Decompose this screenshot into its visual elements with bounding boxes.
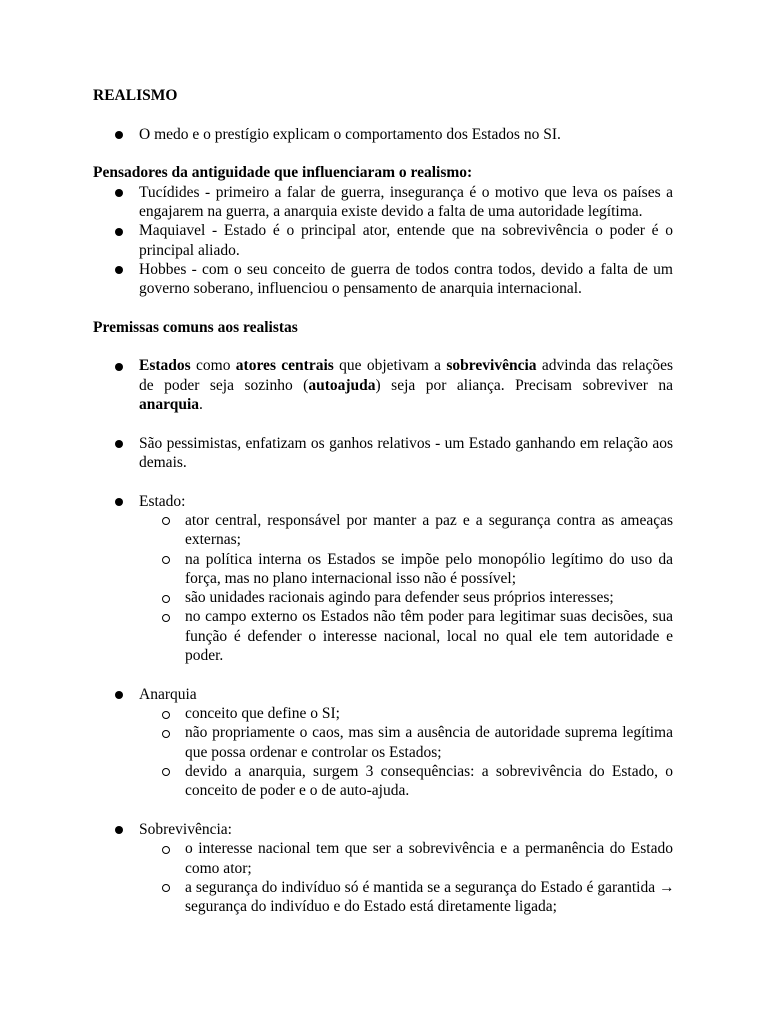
sub-list-item bbox=[93, 704, 673, 723]
rich-text-segment: sobrevivência bbox=[446, 357, 537, 375]
bullet-icon bbox=[115, 131, 123, 139]
rich-text-segment: . bbox=[199, 396, 203, 413]
section-heading-thinkers: Pensadores da antiguidade que influenciaram o realismo: bbox=[93, 164, 473, 182]
list-item bbox=[93, 183, 673, 222]
rich-text-segment: como bbox=[190, 357, 236, 375]
rich-text-segment: Estados bbox=[139, 357, 191, 375]
bullet-icon bbox=[115, 189, 123, 197]
bullet-icon bbox=[115, 826, 123, 834]
sub-list-item-text: o interesse nacional tem que ser a sobrevivência e a permanência do Estado como ator; bbox=[185, 840, 673, 877]
hollow-bullet-icon bbox=[162, 595, 170, 603]
sub-list-item-text: a segurança do indivíduo só é mantida se a segurança do Estado é garantida bbox=[185, 878, 660, 896]
list-item bbox=[93, 221, 673, 260]
sub-list-item bbox=[93, 588, 673, 607]
list-item-text: Tucídides - primeiro a falar de guerra, insegurança é o motivo que leva os países a engajarem na guerra, a anarquia existe devido a falta de uma autoridade legítima. bbox=[139, 183, 673, 220]
bullet-icon bbox=[115, 440, 123, 448]
bullet-icon bbox=[115, 266, 123, 274]
list-item bbox=[93, 434, 673, 473]
sub-list-item-text: não propriamente o caos, mas sim a ausência de autoridade suprema legítima que possa ordenar e controlar os Estados; bbox=[185, 724, 673, 761]
section-heading-premises: Premissas comuns aos realistas bbox=[93, 318, 298, 336]
document-title: REALISMO bbox=[93, 87, 178, 104]
rich-text-segment: ) seja por aliança. Precisam sobreviver na bbox=[375, 376, 673, 394]
list-item-group-label bbox=[93, 820, 673, 839]
sub-list-item bbox=[93, 550, 673, 589]
list-item-text: O medo e o prestígio explicam o comportamento dos Estados no SI. bbox=[139, 125, 561, 143]
hollow-bullet-icon bbox=[162, 884, 170, 892]
hollow-bullet-icon bbox=[162, 711, 170, 719]
hollow-bullet-icon bbox=[162, 846, 170, 854]
sub-list-item bbox=[93, 723, 673, 762]
sub-list-item bbox=[93, 839, 673, 878]
rich-text-segment: anarquia bbox=[139, 396, 200, 413]
sub-list-item bbox=[93, 511, 673, 550]
sub-list-item-text: no campo externo os Estados não têm poder para legitimar suas decisões, sua função é defender o interesse nacional, local no qual ele tem autoridade e poder. bbox=[185, 608, 673, 665]
bullet-icon bbox=[115, 228, 123, 236]
sub-list-item-text: devido a anarquia, surgem 3 consequências: a sobrevivência do Estado, o conceito de poder e o de auto-ajuda. bbox=[185, 762, 673, 800]
bullet-icon bbox=[115, 691, 123, 699]
rich-text-segment: que objetivam a bbox=[333, 357, 447, 375]
hollow-bullet-icon bbox=[162, 614, 170, 622]
list-item-text: Estado: bbox=[139, 492, 186, 510]
list-item-group-label bbox=[93, 492, 673, 511]
hollow-bullet-icon bbox=[162, 730, 170, 738]
sub-list-item bbox=[93, 762, 673, 801]
list-item bbox=[93, 356, 673, 414]
list-item-text: Sobrevivência: bbox=[139, 820, 232, 838]
sub-list-item-text: conceito que define o SI; bbox=[185, 705, 340, 722]
list-item-text: São pessimistas, enfatizam os ganhos relativos - um Estado ganhando em relação aos demais. bbox=[139, 434, 673, 471]
sub-list-item-text: são unidades racionais agindo para defender seus próprios interesses; bbox=[185, 589, 614, 607]
list-item-text: Anarquia bbox=[139, 685, 197, 703]
hollow-bullet-icon bbox=[162, 517, 170, 525]
bullet-icon bbox=[115, 363, 123, 371]
list-item bbox=[93, 125, 673, 144]
rich-text-segment: advinda das relações de poder seja sozinho ( bbox=[139, 357, 674, 394]
arrow-right-symbol: → bbox=[659, 878, 675, 896]
list-item-group-label bbox=[93, 685, 673, 704]
hollow-bullet-icon bbox=[162, 768, 170, 776]
list-item-text: Hobbes - com o seu conceito de guerra de todos contra todos, devido a falta de um governo soberano, influenciou o pensamento de anarquia internacional. bbox=[139, 260, 673, 298]
hollow-bullet-icon bbox=[162, 556, 170, 564]
list-item bbox=[93, 260, 673, 299]
bullet-icon bbox=[115, 498, 123, 506]
sub-list-item-text: na política interna os Estados se impõe pelo monopólio legítimo do uso da força, mas no plano internacional isso não é possível; bbox=[185, 550, 673, 587]
rich-text-segment: atores centrais bbox=[235, 357, 334, 375]
sub-list-item-text: segurança do indivíduo e do Estado está diretamente ligada; bbox=[185, 898, 557, 916]
rich-text-segment: autoajuda bbox=[308, 376, 376, 394]
list-item-text: Maquiavel - Estado é o principal ator, entende que na sobrevivência o poder é o principal aliado. bbox=[139, 222, 673, 259]
sub-list-item bbox=[93, 878, 673, 917]
sub-list-item bbox=[93, 607, 673, 665]
sub-list-item-text: ator central, responsável por manter a paz e a segurança contra as ameaças externas; bbox=[185, 511, 673, 549]
